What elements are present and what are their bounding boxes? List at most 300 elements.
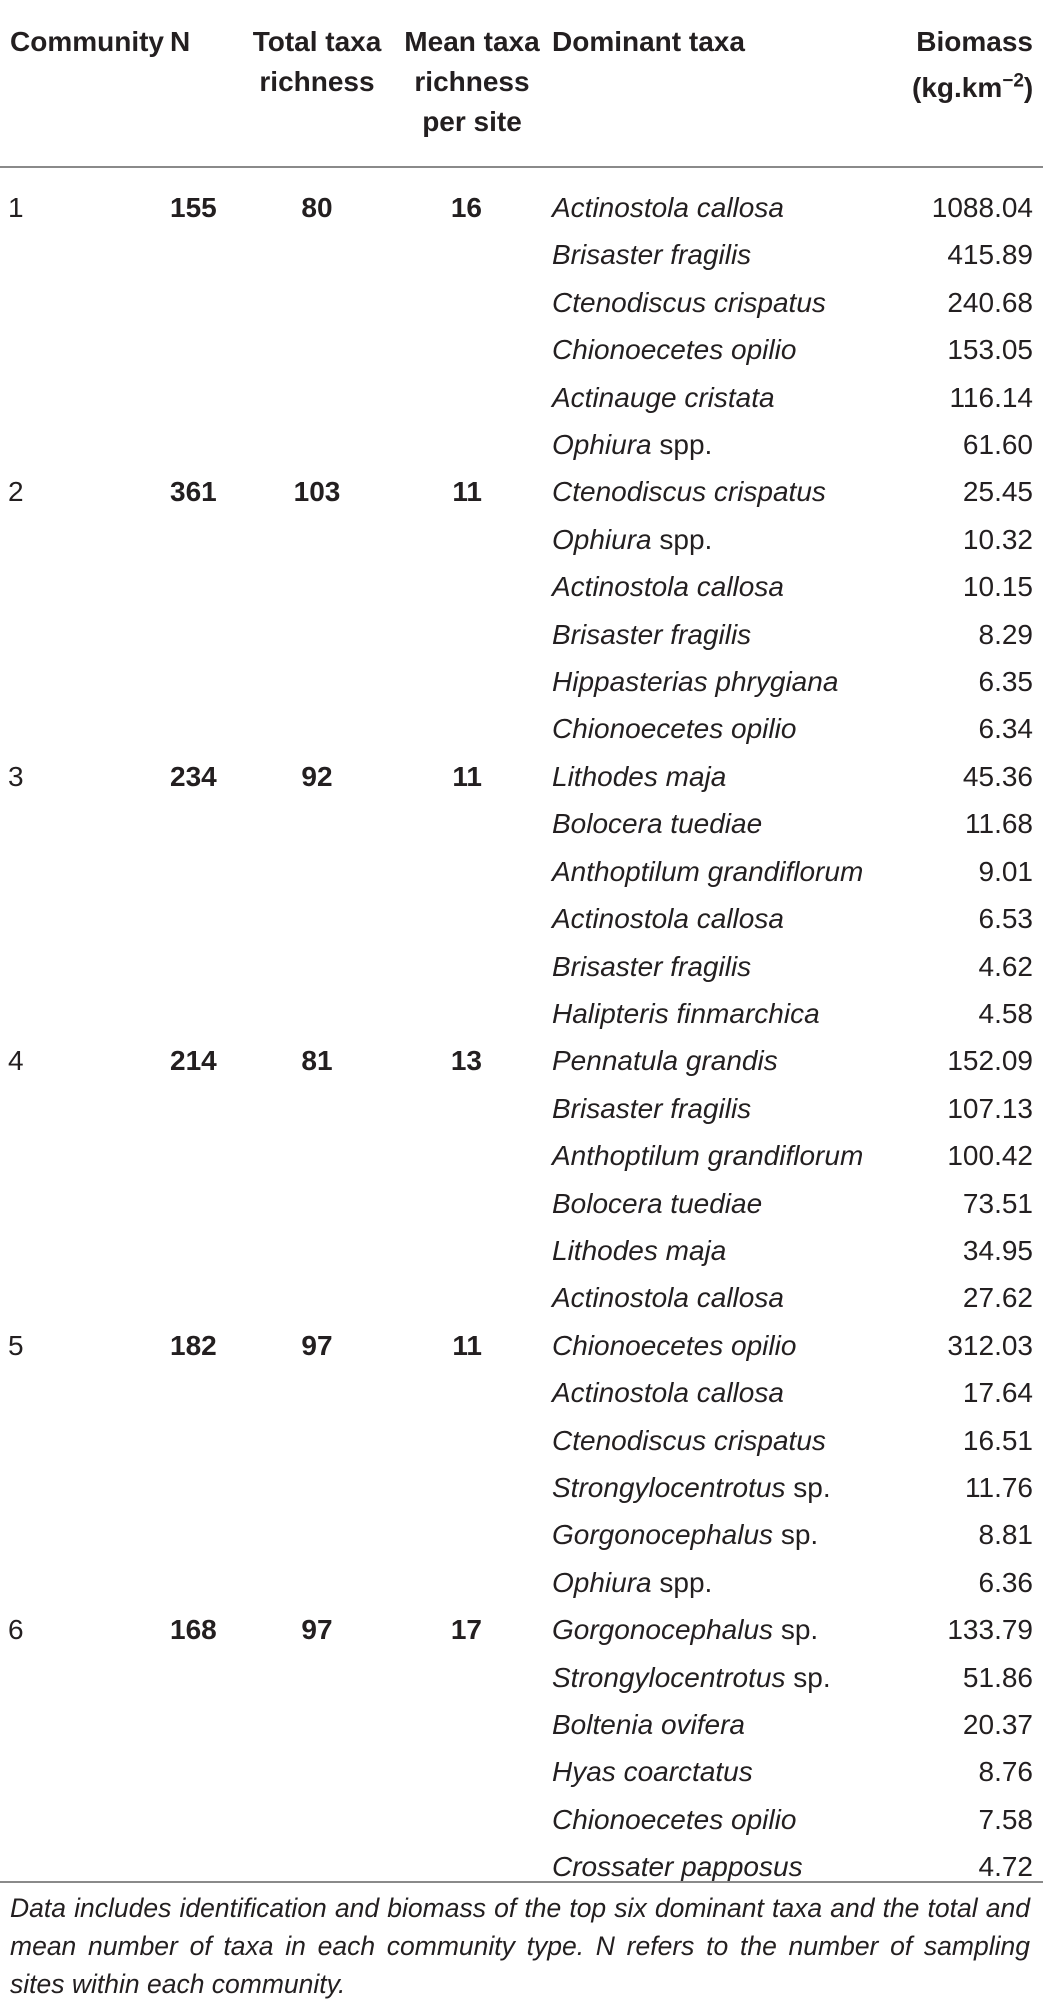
total-richness-cell (242, 658, 392, 705)
taxon-name: Halipteris finmarchica (552, 997, 820, 1029)
total-richness-cell: 97 (301, 1329, 333, 1361)
site-count-cell (170, 705, 242, 752)
mean-richness-cell (392, 1369, 552, 1416)
community-id-cell (0, 990, 170, 1037)
site-count-cell (170, 1227, 242, 1274)
taxon-name: Brisaster fragilis (552, 618, 752, 650)
biomass-cell: 61.60 (962, 429, 1033, 461)
table-row (0, 1132, 1043, 1179)
mean-richness-cell: 11 (452, 760, 482, 792)
total-richness-cell (242, 1085, 392, 1132)
table-row (0, 1606, 1043, 1653)
taxon-name: Bolocera tuediae (552, 808, 763, 840)
site-count-cell (170, 1559, 242, 1606)
taxon-suffix: spp. (651, 523, 713, 555)
site-count-cell (170, 279, 242, 326)
header-dominant-taxa: Dominant taxa (552, 0, 912, 167)
community-id-cell (0, 1369, 170, 1416)
taxon-cell (552, 1132, 912, 1179)
biomass-cell: 73.51 (962, 1187, 1033, 1219)
total-richness-cell (242, 1796, 392, 1843)
taxon-name: Anthoptilum grandiflorum (552, 855, 864, 887)
mean-richness-cell (392, 1654, 552, 1701)
community-id-cell (0, 1274, 170, 1321)
total-richness-cell (242, 611, 392, 658)
taxon-cell (552, 1654, 912, 1701)
table-row (0, 1464, 1043, 1511)
taxon-cell (552, 1464, 912, 1511)
community-id-cell (0, 326, 170, 373)
taxon-cell (552, 326, 912, 373)
site-count-cell (170, 943, 242, 990)
taxon-cell (552, 1369, 912, 1416)
total-richness-cell (242, 1180, 392, 1227)
taxon-name: Ophiura (552, 1566, 652, 1598)
community-id-cell (0, 1511, 170, 1558)
community-id-cell (0, 1464, 170, 1511)
biomass-cell: 9.01 (978, 855, 1033, 887)
header-community: Community (0, 0, 170, 167)
mean-richness-cell: 17 (450, 1614, 482, 1646)
mean-richness-cell (392, 1274, 552, 1321)
table-row (0, 1037, 1043, 1084)
site-count-cell (170, 1464, 242, 1511)
taxon-name: Anthoptilum grandiflorum (552, 1140, 864, 1172)
header-total-richness: Total taxa richness (242, 0, 392, 167)
taxon-name: Crossater papposus (552, 1851, 803, 1883)
site-count-cell (170, 1132, 242, 1179)
community-id-cell (0, 516, 170, 563)
total-richness-cell (242, 516, 392, 563)
table-row (0, 1843, 1043, 1890)
table-row (0, 895, 1043, 942)
total-richness-cell (242, 279, 392, 326)
taxon-suffix: sp. (785, 1471, 831, 1503)
taxon-cell (552, 1748, 912, 1795)
taxon-cell (552, 800, 912, 847)
mean-richness-cell: 11 (452, 1329, 482, 1361)
biomass-cell: 6.53 (978, 903, 1033, 935)
total-richness-cell (242, 1748, 392, 1795)
total-richness-cell (242, 1417, 392, 1464)
total-richness-cell (242, 1132, 392, 1179)
community-id-cell (0, 943, 170, 990)
site-count-cell: 361 (170, 476, 217, 508)
total-richness-cell (242, 374, 392, 421)
table-row (0, 326, 1043, 373)
taxon-name: Actinauge cristata (552, 381, 775, 413)
mean-richness-cell (392, 658, 552, 705)
mean-richness-cell (392, 1843, 552, 1890)
total-richness-cell: 81 (301, 1045, 333, 1077)
table-row (0, 1511, 1043, 1558)
mean-richness-cell (392, 374, 552, 421)
mean-richness-cell (392, 611, 552, 658)
biomass-cell: 6.36 (978, 1566, 1033, 1598)
biomass-cell: 10.15 (962, 571, 1033, 603)
header-biomass-label: Biomass $(kg.km^{-2})$ (912, 26, 1034, 104)
mean-richness-cell: 13 (450, 1045, 482, 1077)
total-richness-cell (242, 1654, 392, 1701)
total-richness-cell (242, 990, 392, 1037)
table-row (0, 1180, 1043, 1227)
table-row (0, 611, 1043, 658)
taxon-name: Gorgonocephalus (552, 1614, 774, 1646)
taxon-name: Ctenodiscus crispatus (552, 476, 826, 508)
biomass-cell: 16.51 (962, 1424, 1033, 1456)
taxon-name: Actinostola callosa (552, 192, 784, 223)
table-row (0, 1227, 1043, 1274)
taxon-name: Brisaster fragilis (552, 1092, 752, 1124)
biomass-cell: 107.13 (947, 1092, 1033, 1124)
mean-richness-cell (392, 516, 552, 563)
taxon-name: Ophiura (552, 429, 652, 461)
community-id-cell (0, 421, 170, 468)
biomass-cell: 312.03 (947, 1329, 1033, 1361)
community-id-cell (0, 848, 170, 895)
table-row (0, 800, 1043, 847)
taxon-name: Chionoecetes opilio (552, 1329, 797, 1361)
mean-richness-cell (392, 1559, 552, 1606)
table-row (0, 421, 1043, 468)
table-row (0, 1417, 1043, 1464)
biomass-cell: 152.09 (947, 1045, 1033, 1077)
site-count-cell: 214 (170, 1045, 217, 1077)
table-row (0, 1701, 1043, 1748)
taxon-suffix: sp. (773, 1614, 819, 1646)
community-id-cell (0, 374, 170, 421)
biomass-cell: 4.72 (978, 1851, 1033, 1883)
community-id-cell: 5 (8, 1329, 24, 1361)
biomass-cell: 27.62 (962, 1282, 1033, 1314)
taxon-cell (552, 231, 912, 278)
biomass-cell: 6.34 (978, 713, 1033, 745)
table-row (0, 1322, 1043, 1369)
site-count-cell (170, 1654, 242, 1701)
taxon-name: Lithodes maja (552, 1234, 727, 1266)
table-row (0, 705, 1043, 752)
mean-richness-cell: 16 (450, 192, 482, 223)
taxon-cell (552, 468, 912, 515)
biomass-cell: 34.95 (962, 1234, 1033, 1266)
total-richness-cell (242, 326, 392, 373)
taxon-cell (552, 421, 912, 468)
site-count-cell (170, 1417, 242, 1464)
taxon-name: Bolocera tuediae (552, 1187, 763, 1219)
total-richness-cell (242, 563, 392, 610)
footnote-rule (0, 1881, 1043, 1883)
site-count-cell (170, 1085, 242, 1132)
table-row (0, 1796, 1043, 1843)
site-count-cell (170, 1748, 242, 1795)
taxon-cell (552, 1606, 912, 1653)
total-richness-cell (242, 421, 392, 468)
site-count-cell (170, 1511, 242, 1558)
mean-richness-cell (392, 990, 552, 1037)
taxon-cell (552, 516, 912, 563)
table-row (0, 990, 1043, 1037)
community-id-cell (0, 611, 170, 658)
mean-richness-cell (392, 848, 552, 895)
spacer-row (0, 167, 1043, 184)
total-richness-cell (242, 1369, 392, 1416)
taxon-cell (552, 1511, 912, 1558)
table-row (0, 1559, 1043, 1606)
taxon-name: Chionoecetes opilio (552, 1803, 797, 1835)
mean-richness-cell: 11 (452, 476, 482, 508)
taxon-cell (552, 1559, 912, 1606)
taxon-cell (552, 1796, 912, 1843)
community-id-cell (0, 1701, 170, 1748)
total-richness-cell (242, 1274, 392, 1321)
taxon-name: Actinostola callosa (552, 903, 784, 935)
biomass-cell: 11.76 (965, 1471, 1033, 1503)
community-id-cell (0, 279, 170, 326)
total-richness-cell (242, 895, 392, 942)
community-id-cell (0, 1417, 170, 1464)
mean-richness-cell (392, 1417, 552, 1464)
total-richness-cell: 92 (301, 760, 333, 792)
table-row (0, 1748, 1043, 1795)
biomass-cell: 11.68 (965, 808, 1033, 840)
total-richness-cell: 80 (301, 192, 333, 223)
biomass-cell: 10.32 (962, 523, 1033, 555)
taxon-name: Actinostola callosa (552, 571, 784, 603)
total-richness-cell (242, 1227, 392, 1274)
mean-richness-cell (392, 1085, 552, 1132)
table-row (0, 231, 1043, 278)
taxon-cell (552, 1274, 912, 1321)
taxon-name: Brisaster fragilis (552, 950, 752, 982)
site-count-cell (170, 848, 242, 895)
taxon-suffix: sp. (785, 1661, 831, 1693)
taxon-suffix: sp. (773, 1519, 819, 1551)
table-row (0, 753, 1043, 800)
mean-richness-cell (392, 705, 552, 752)
taxon-name: Pennatula grandis (552, 1045, 778, 1077)
site-count-cell (170, 516, 242, 563)
taxon-name: Actinostola callosa (552, 1282, 784, 1314)
taxon-cell (552, 184, 912, 231)
biomass-cell: 51.86 (962, 1661, 1033, 1693)
taxon-cell (552, 895, 912, 942)
community-id-cell (0, 1180, 170, 1227)
biomass-cell: 116.14 (949, 381, 1033, 413)
biomass-cell: 8.29 (978, 618, 1033, 650)
taxon-name: Strongylocentrotus (552, 1471, 786, 1503)
mean-richness-cell (392, 1748, 552, 1795)
community-id-cell (0, 563, 170, 610)
taxon-cell (552, 374, 912, 421)
taxon-name: Gorgonocephalus (552, 1519, 774, 1551)
site-count-cell (170, 1843, 242, 1890)
taxon-name: Lithodes maja (552, 760, 727, 792)
community-id-cell (0, 1654, 170, 1701)
mean-richness-cell (392, 1796, 552, 1843)
taxon-name: Chionoecetes opilio (552, 713, 797, 745)
total-richness-cell (242, 1559, 392, 1606)
taxon-suffix: spp. (651, 1566, 713, 1598)
taxon-name: Ophiura (552, 523, 652, 555)
mean-richness-cell (392, 421, 552, 468)
taxon-name: Hippasterias phrygiana (552, 666, 839, 698)
mean-richness-cell (392, 279, 552, 326)
taxon-cell (552, 1037, 912, 1084)
community-id-cell (0, 1559, 170, 1606)
taxon-name: Boltenia ovifera (552, 1709, 746, 1740)
taxon-cell (552, 1180, 912, 1227)
table-row (0, 563, 1043, 610)
header-mean-richness: Mean taxa richness per site (392, 0, 552, 167)
mean-richness-cell (392, 1227, 552, 1274)
taxon-cell (552, 848, 912, 895)
biomass-cell: 240.68 (947, 286, 1033, 318)
mean-richness-cell (392, 1464, 552, 1511)
table-header (0, 0, 1043, 167)
total-richness-cell (242, 800, 392, 847)
biomass-cell: 100.42 (947, 1140, 1033, 1172)
table-row (0, 1085, 1043, 1132)
biomass-cell: 25.45 (962, 476, 1033, 508)
site-count-cell (170, 658, 242, 705)
site-count-cell (170, 563, 242, 610)
site-count-cell: 182 (170, 1329, 217, 1361)
site-count-cell (170, 611, 242, 658)
taxon-cell (552, 705, 912, 752)
community-id-cell: 2 (8, 476, 24, 508)
total-richness-cell (242, 1511, 392, 1558)
biomass-cell: 20.37 (962, 1709, 1033, 1740)
community-id-cell (0, 1227, 170, 1274)
taxon-cell (552, 1085, 912, 1132)
community-id-cell: 3 (8, 760, 24, 792)
mean-richness-cell (392, 326, 552, 373)
site-count-cell (170, 990, 242, 1037)
biomass-cell: 7.58 (978, 1803, 1033, 1835)
community-id-cell (0, 1085, 170, 1132)
site-count-cell: 155 (170, 192, 217, 223)
community-id-cell (0, 800, 170, 847)
mean-richness-cell (392, 1511, 552, 1558)
taxon-name: Brisaster fragilis (552, 239, 752, 271)
total-richness-cell: 103 (293, 476, 341, 508)
taxon-name: Actinostola callosa (552, 1377, 784, 1409)
biomass-cell: 4.58 (978, 997, 1033, 1029)
table-row (0, 279, 1043, 326)
community-id-cell: 4 (8, 1045, 24, 1077)
site-count-cell (170, 1274, 242, 1321)
site-count-cell (170, 1369, 242, 1416)
community-id-cell (0, 658, 170, 705)
table-row (0, 1274, 1043, 1321)
total-richness-cell (242, 705, 392, 752)
community-id-cell (0, 1748, 170, 1795)
total-richness-cell (242, 1701, 392, 1748)
table-row (0, 1654, 1043, 1701)
table-row (0, 848, 1043, 895)
mean-richness-cell (392, 1180, 552, 1227)
biomass-cell: 4.62 (978, 950, 1033, 982)
mean-richness-cell (392, 563, 552, 610)
total-richness-cell (242, 231, 392, 278)
taxon-cell (552, 1417, 912, 1464)
site-count-cell (170, 231, 242, 278)
taxon-cell (552, 658, 912, 705)
biomass-cell: 45.36 (962, 760, 1033, 792)
table-row (0, 374, 1043, 421)
community-id-cell (0, 231, 170, 278)
taxon-cell (552, 1227, 912, 1274)
mean-richness-cell (392, 943, 552, 990)
table-footnote: Data includes identification and biomass of the top six dominant taxa and the total and mean number of taxa in each community type. N refers to the number of sampling sites within each community. (10, 1893, 1030, 1999)
mean-richness-cell (392, 895, 552, 942)
biomass-cell: 6.35 (978, 666, 1033, 698)
community-id-cell: 6 (8, 1614, 24, 1646)
community-id-cell (0, 1132, 170, 1179)
biomass-cell: 415.89 (947, 239, 1033, 271)
table-row (0, 658, 1043, 705)
site-count-cell (170, 1180, 242, 1227)
taxon-name: Hyas coarctatus (552, 1756, 753, 1788)
biomass-cell: 153.05 (947, 334, 1033, 366)
site-count-cell: 168 (170, 1614, 217, 1646)
table-row (0, 1369, 1043, 1416)
community-id-cell (0, 1796, 170, 1843)
taxon-name: Strongylocentrotus (552, 1661, 786, 1693)
site-count-cell (170, 895, 242, 942)
site-count-cell: 234 (170, 760, 217, 792)
header-n: N (170, 0, 242, 167)
site-count-cell (170, 800, 242, 847)
biomass-cell: 8.81 (978, 1519, 1033, 1551)
biomass-cell: 1088.04 (931, 192, 1033, 223)
site-count-cell (170, 326, 242, 373)
header-biomass (912, 0, 1043, 167)
table-row (0, 516, 1043, 563)
table-body (0, 167, 1043, 1891)
taxon-cell (552, 753, 912, 800)
taxon-name: Ctenodiscus crispatus (552, 1424, 826, 1456)
mean-richness-cell (392, 1701, 552, 1748)
taxon-cell (552, 279, 912, 326)
total-richness-cell: 97 (301, 1614, 333, 1646)
biomass-cell: 133.79 (947, 1614, 1033, 1646)
site-count-cell (170, 421, 242, 468)
table-row (0, 943, 1043, 990)
community-id-cell (0, 705, 170, 752)
taxon-cell (552, 611, 912, 658)
mean-richness-cell (392, 1132, 552, 1179)
community-id-cell (0, 895, 170, 942)
site-count-cell (170, 374, 242, 421)
table-row (0, 468, 1043, 515)
taxon-suffix: spp. (651, 429, 713, 461)
taxon-name: Ctenodiscus crispatus (552, 286, 826, 318)
taxon-cell (552, 563, 912, 610)
total-richness-cell (242, 1843, 392, 1890)
taxon-name: Chionoecetes opilio (552, 334, 797, 366)
taxon-cell (552, 943, 912, 990)
total-richness-cell (242, 1464, 392, 1511)
taxon-cell (552, 990, 912, 1037)
community-id-cell (0, 1843, 170, 1890)
table-row (0, 184, 1043, 231)
site-count-cell (170, 1701, 242, 1748)
community-id-cell: 1 (8, 192, 24, 223)
taxon-cell (552, 1701, 912, 1748)
total-richness-cell (242, 943, 392, 990)
mean-richness-cell (392, 800, 552, 847)
